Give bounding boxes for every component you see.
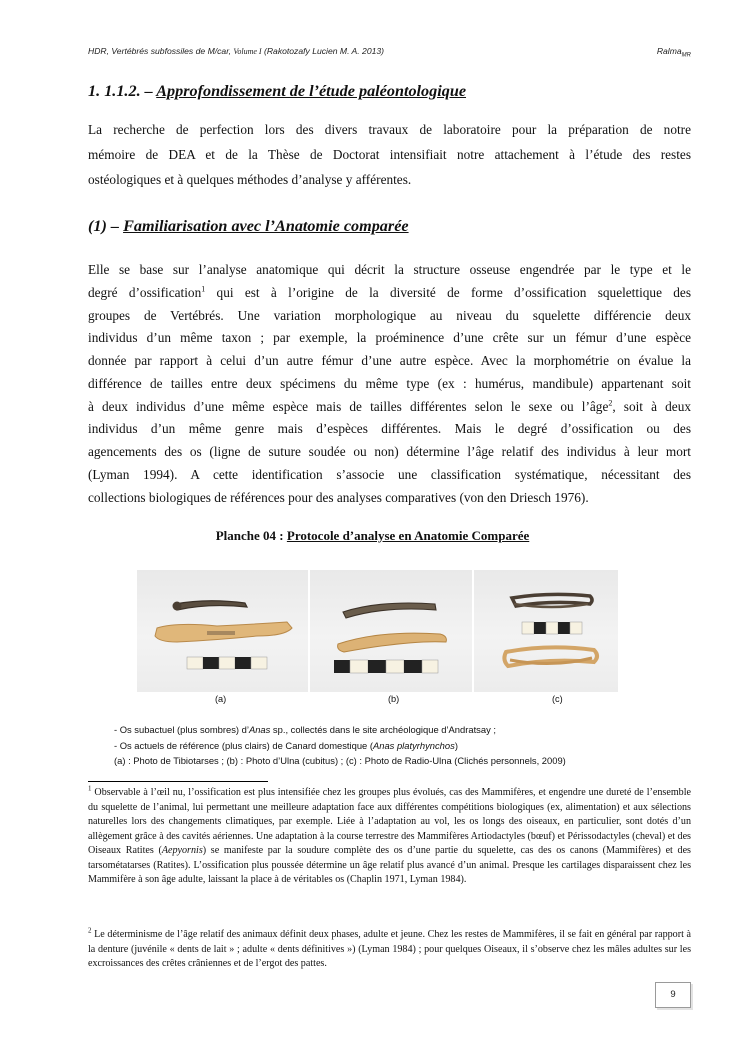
anatomy-paragraph: Elle se base sur l’analyse anatomique qui décrit la structure osseuse engendrée par le type et le degré d’ossification$^1$ qui est à l’origine de la diversité de forme d’ossification squelettique des groupes de Vertébrés. Une variation morphologique au niveau du squelette différencie deux individus d’un même taxon ; par exemple, la proéminence d’une crête sur un fémur d’une espèce donnée par rapport à celui d’un autre fémur d’une autre espèce. Avec la morphométrie on évalue la différence de tailles entre deux spécimens du même type (ex : humérus, mandibule) appartenant soit à deux individus d’une même espèce mais de tailles différentes selon le sexe ou l’âge$^2$, soit à deux individus d’un même genre mais d’espèces différentes. Mais le degré d’ossification ou des agencements des os (ligne de suture soudée ou non) détermine l’âge relatif des individus à leur mort (Lyman 1994). A cette identification s’associe une classification systématique, nécessitant des collections biologiques de références pour des analyses comparatives (von den Driesch 1976). [88,262,692,505]
legend-line-2: - Os actuels de référence (plus clairs) de Canard domestique (Anas platyrhynchos) [114,739,458,751]
footnote-1: $^1$ Observable à l’œil nu, l’ossification est plus intensifiée chez les groupes plus évolués, cas des Mammifères, et engendre une dureté de l’ensemble du squelette de l’animal, lui permettant une meilleure adaptation face aux différentes compétitions biologiques (ex, alimentation) et aux sélections naturelles lors des changements climatiques, par exemple. Liée à l’adaptation au vol, les os longs des oiseaux, en particulier, sont dotés d’un allègement grâce à des cavités aériennes. Une adaptation à la course terrestre des Mammifères Artiodactyles (bœuf) et Périssodactyles (cheval) et des Oiseaux Ratites (Aepyornis) se manifeste par la soudure complète des os d’une partie du squelette, cas des os canons (Mammifères) et des tarsométatarses (Ratites). L’ossification plus poussée détermine un âge relatif plus avancé d’un animal. Presque les cartilages disparaissent chez les Mammifère à son âge adulte, laissant la place à de véritables os (Chaplin 1971, Lyman 1984). [88,784,691,885]
caption-c: (c) [552,694,563,704]
footnote-2: $^2$ Le déterminisme de l’âge relatif des animaux définit deux phases, adulte et jeune. Chez les restes de Mammifères, il se fait en général par rapport à la denture (juvénile « dents de lait » ; adulte « dents définitives ») (Lyman 1984) ; pour quelques Oiseaux, il s’observe chez les mâles adultes sur les excroissances des crêtes crâniennes et de l’ergot des pattes. [88,926,691,969]
footnote-ref-1[interactable]: 1 [201,284,206,294]
section-heading-2: (1) – Familiarisation avec l’Anatomie comparée [88,217,409,235]
intro-paragraph: La recherche de perfection lors des divers travaux de laboratoire pour la préparation de notre mémoire de DEA et de la Thèse de Doctorat intensifiait notre attachement à l’étude des restes ostéologiques et à quelques méthodes d’analyse y afférentes. [88,122,691,187]
bone-photos [137,570,618,692]
section-heading-1: 1. 1.1.2. – Approfondissement de l’étude paléontologique [88,82,467,100]
photo-radio-ulna [474,570,618,692]
header-right: Ralma$_{MR}$ [656,46,691,59]
photo-tibiotarsus [137,570,308,692]
plate-title: Planche 04 : Protocole d’analyse en Anatomie Comparée [215,528,530,543]
footnote-separator [88,781,268,782]
legend-line-1: - Os subactuel (plus sombres) d’Anas sp., collectés dans le site archéologique d’Andratsay ; [114,724,496,735]
caption-b: (b) [388,694,400,704]
legend-line-3: (a) : Photo de Tibiotarses ; (b) : Photo d’Ulna (cubitus) ; (c) : Photo de Radio-Ulna (Clichés personnels, 2009) [114,755,566,766]
plate-legend [114,722,566,769]
footnote-ref-2[interactable]: 2 [608,398,613,408]
photo-ulna [310,570,472,692]
header-left: HDR, Vertébrés subfossiles de M/car, Volume I (Rakotozafy Lucien M. A. 2013) [88,46,385,56]
running-header [88,46,691,59]
page-number: 9 [655,982,691,1008]
caption-a: (a) [215,694,227,704]
